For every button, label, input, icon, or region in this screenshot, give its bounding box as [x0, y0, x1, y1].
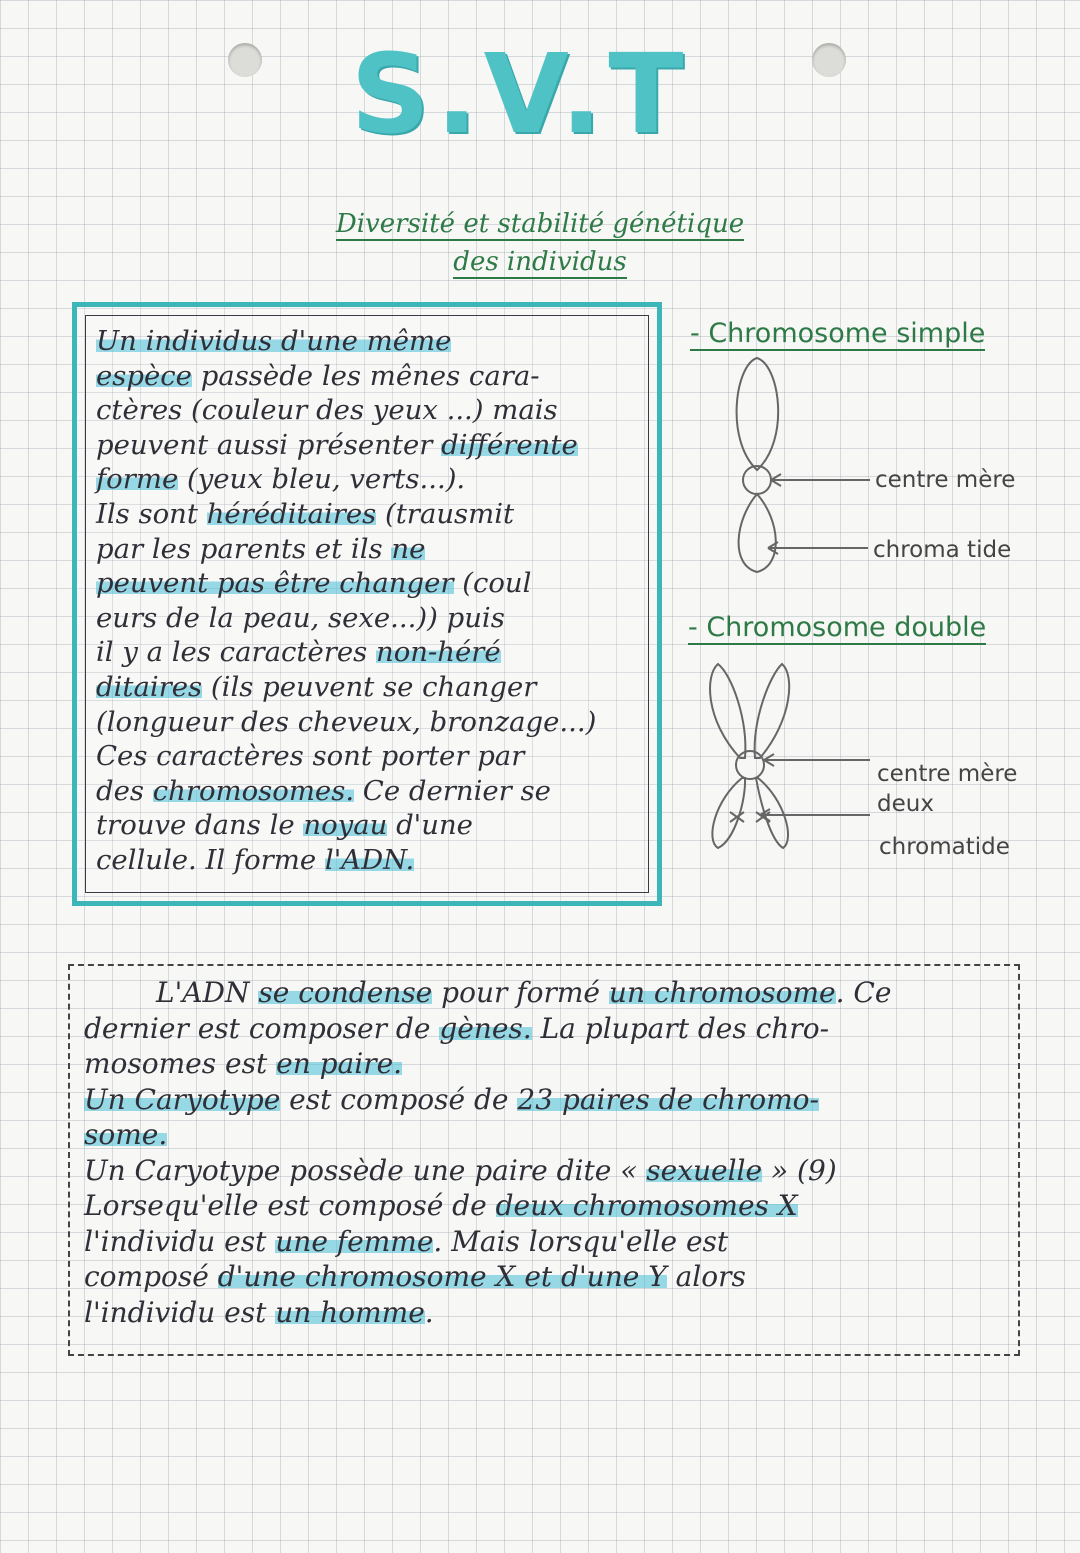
- double-chromosome-drawing: [710, 664, 870, 848]
- highlighted-text: peuvent pas être changer: [96, 567, 454, 600]
- text-segment: l'individu est: [84, 1224, 276, 1258]
- highlighted-text: espèce: [96, 359, 192, 392]
- text-segment: alors: [666, 1260, 746, 1293]
- highlighted-text: gènes.: [439, 1011, 532, 1045]
- chromosome-simple-heading: - Chromosome simple: [690, 318, 986, 349]
- karyotype-line: [84, 1046, 1014, 1082]
- highlighted-text: ditaires: [96, 670, 203, 703]
- highlighted-text: se condense: [258, 976, 433, 1009]
- highlighted-text: un chromosome: [608, 976, 836, 1009]
- text-segment: L'ADN: [156, 976, 259, 1009]
- highlighted-text: non-héré: [376, 636, 501, 669]
- text-segment: cellule. Il forme: [96, 843, 325, 876]
- karyotype-line: [84, 1153, 1014, 1189]
- highlighted-text: 23 paires de chromo-: [517, 1082, 819, 1116]
- highlighted-text: différente: [441, 428, 578, 461]
- karyotype-line: [84, 1259, 1014, 1295]
- text-segment: » (9): [762, 1153, 837, 1187]
- highlighted-text: sexuelle: [646, 1153, 763, 1187]
- text-segment: (yeux bleu, verts...).: [178, 463, 466, 496]
- text-segment: d'une: [387, 809, 473, 842]
- text-segment: passède les mênes cara-: [191, 359, 540, 392]
- highlighted-text: un homme: [275, 1295, 425, 1329]
- text-segment: par les parents et ils: [96, 532, 392, 565]
- karyotype-line: [84, 975, 1014, 1011]
- karyotype-line: [84, 1295, 1014, 1331]
- subtitle-line-2: des individus: [453, 247, 627, 277]
- text-segment: peuvent aussi présenter: [96, 428, 442, 461]
- highlighted-text: deux chromosomes X: [495, 1189, 798, 1222]
- text-segment: (trausmit: [376, 497, 515, 530]
- text-segment: Ces caractères sont porter par: [96, 740, 525, 773]
- chromosome-double-heading: - Chromosome double: [688, 612, 987, 643]
- highlighted-text: une femme: [275, 1224, 434, 1258]
- text-segment: . Ce: [835, 976, 892, 1009]
- text-segment: pour formé: [432, 976, 609, 1009]
- simple-annotation-centromere: centre mère: [875, 467, 1016, 493]
- karyotype-line: [84, 1117, 1014, 1153]
- highlighted-text: ne: [391, 532, 426, 565]
- text-segment: (coul: [453, 567, 532, 600]
- karyotype-line: [84, 1224, 1014, 1260]
- text-segment: est composé de: [280, 1082, 518, 1116]
- text-segment: il y a les caractères: [96, 636, 377, 669]
- text-segment: eurs de la peau, sexe...)) puis: [96, 601, 505, 634]
- text-segment: Lorsequ'elle est composé de: [84, 1189, 496, 1222]
- highlighted-text: some.: [84, 1118, 168, 1151]
- text-segment: Ils sont: [96, 497, 207, 530]
- text-segment: (longueur des cheveux, bronzage...): [96, 705, 597, 738]
- highlighted-text: l'ADN.: [324, 843, 415, 876]
- highlighted-text: d'une chromosome X et d'une Y: [217, 1260, 667, 1293]
- karyotype-line: [84, 1082, 1014, 1118]
- text-segment: .: [424, 1295, 434, 1329]
- double-annotation-centromere: centre mère: [877, 761, 1018, 787]
- karyotype-line: [84, 1188, 1014, 1224]
- text-segment: (ils peuvent se changer: [202, 670, 537, 703]
- text-segment: des: [96, 774, 153, 807]
- text-segment: ctères (couleur des yeux ...) mais: [96, 394, 558, 427]
- highlighted-text: noyau: [303, 809, 388, 842]
- highlighted-text: forme: [96, 463, 179, 496]
- karyotype-text: [84, 975, 1014, 1330]
- text-segment: l'individu est: [84, 1295, 276, 1329]
- text-segment: . Mais lorsqu'elle est: [433, 1224, 729, 1258]
- page-title: S.V.T: [350, 30, 690, 158]
- highlighted-text: Un Caryotype: [84, 1082, 281, 1116]
- highlighted-text: en paire.: [276, 1047, 403, 1080]
- double-annotation-deux: deux: [877, 791, 934, 817]
- subtitle-line-1: Diversité et stabilité génétique: [335, 209, 745, 239]
- text-segment: Ce dernier se: [354, 774, 551, 807]
- highlighted-text: Un individus d'une même: [96, 325, 452, 357]
- text-segment: trouve dans le: [96, 809, 304, 842]
- text-segment: composé: [84, 1260, 218, 1293]
- double-annotation-chromatide: chromatide: [879, 834, 1010, 860]
- highlighted-text: chromosomes.: [152, 774, 355, 807]
- text-segment: dernier est composer de: [84, 1011, 440, 1045]
- simple-chromosome-drawing: [737, 358, 870, 572]
- highlighted-text: héréditaires: [206, 497, 377, 530]
- text-segment: La plupart des chro-: [531, 1011, 830, 1045]
- simple-annotation-chromatide: chroma tide: [873, 537, 1012, 563]
- text-segment: Un Caryotype possède une paire dite «: [84, 1153, 647, 1187]
- text-segment: mosomes est: [84, 1047, 277, 1080]
- karyotype-line: [84, 1011, 1014, 1047]
